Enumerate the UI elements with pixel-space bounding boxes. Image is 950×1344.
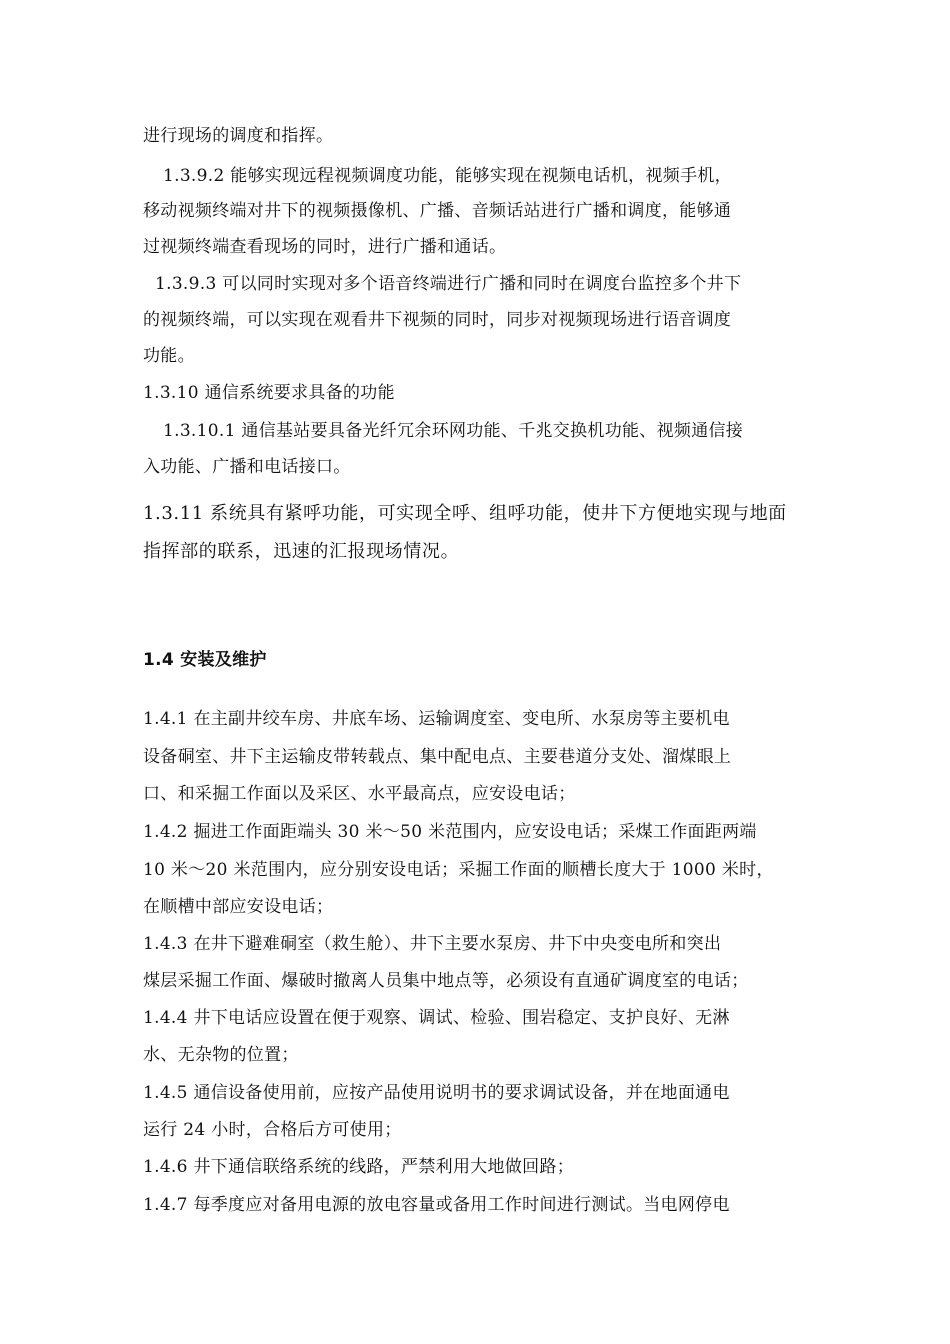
text-line: 的视频终端，可以实现在观看井下视频的同时，同步对视频现场进行语音调度 — [143, 310, 732, 330]
text-line: 1.3.11 系统具有紧呼功能，可实现全呼、组呼功能，使井下方便地实现与地面 — [143, 503, 787, 524]
text-line: 1.4.7 每季度应对备用电源的放电容量或备用工作时间进行测试。当电网停电 — [143, 1195, 730, 1215]
section-heading: 1.3.10 通信系统要求具备的功能 — [143, 383, 395, 403]
text-line: 1.4.1 在主副井绞车房、井底车场、运输调度室、变电所、水泵房等主要机电 — [143, 709, 730, 729]
text-line: 在顺槽中部应安设电话； — [143, 897, 334, 917]
text-line: 1.4.4 井下电话应设置在便于观察、调试、检验、围岩稳定、支护良好、无淋 — [143, 1008, 730, 1028]
text-line: 水、无杂物的位置； — [143, 1045, 299, 1065]
text-line: 1.4.2 掘进工作面距端头 30 米～50 米范围内，应安设电话；采煤工作面距两端 — [143, 822, 757, 842]
text-line: 1.4.3 在井下避难硐室（救生舱）、井下主要水泵房、井下中央变电所和突出 — [143, 934, 722, 954]
text-line: 1.3.9.3 可以同时实现对多个语音终端进行广播和同时在调度台监控多个井下 — [155, 274, 742, 294]
text-line: 进行现场的调度和指挥。 — [143, 126, 334, 146]
text-line: 1.3.9.2 能够实现远程视频调度功能，能够实现在视频电话机，视频手机， — [163, 166, 732, 186]
text-line: 指挥部的联系，迅速的汇报现场情况。 — [143, 541, 460, 562]
text-line: 1.4.6 井下通信联络系统的线路，严禁利用大地做回路； — [143, 1157, 575, 1177]
text-line: 10 米～20 米范围内，应分别安设电话；采掘工作面的顺槽长度大于 1000 米时， — [143, 860, 774, 880]
text-line: 1.4.5 通信设备使用前，应按产品使用说明书的要求调试设备，并在地面通电 — [143, 1083, 730, 1103]
section-heading-install: 1.4 安装及维护 — [143, 650, 267, 670]
text-line: 1.3.10.1 通信基站要具备光纤冗余环网功能、千兆交换机功能、视频通信接 — [163, 421, 744, 441]
text-line: 入功能、广播和电话接口。 — [143, 457, 351, 477]
text-line: 运行 24 小时，合格后方可使用； — [143, 1120, 402, 1140]
text-line: 功能。 — [143, 346, 195, 366]
text-line: 设备硐室、井下主运输皮带转载点、集中配电点、主要巷道分支处、溜煤眼上 — [143, 747, 732, 767]
text-line: 煤层采掘工作面、爆破时撤离人员集中地点等，必须设有直通矿调度室的电话； — [143, 971, 749, 991]
text-line: 过视频终端查看现场的同时，进行广播和通话。 — [143, 237, 507, 257]
text-line: 口、和采掘工作面以及采区、水平最高点，应安设电话； — [143, 784, 576, 804]
text-line: 移动视频终端对井下的视频摄像机、广播、音频话站进行广播和调度，能够通 — [143, 201, 732, 221]
